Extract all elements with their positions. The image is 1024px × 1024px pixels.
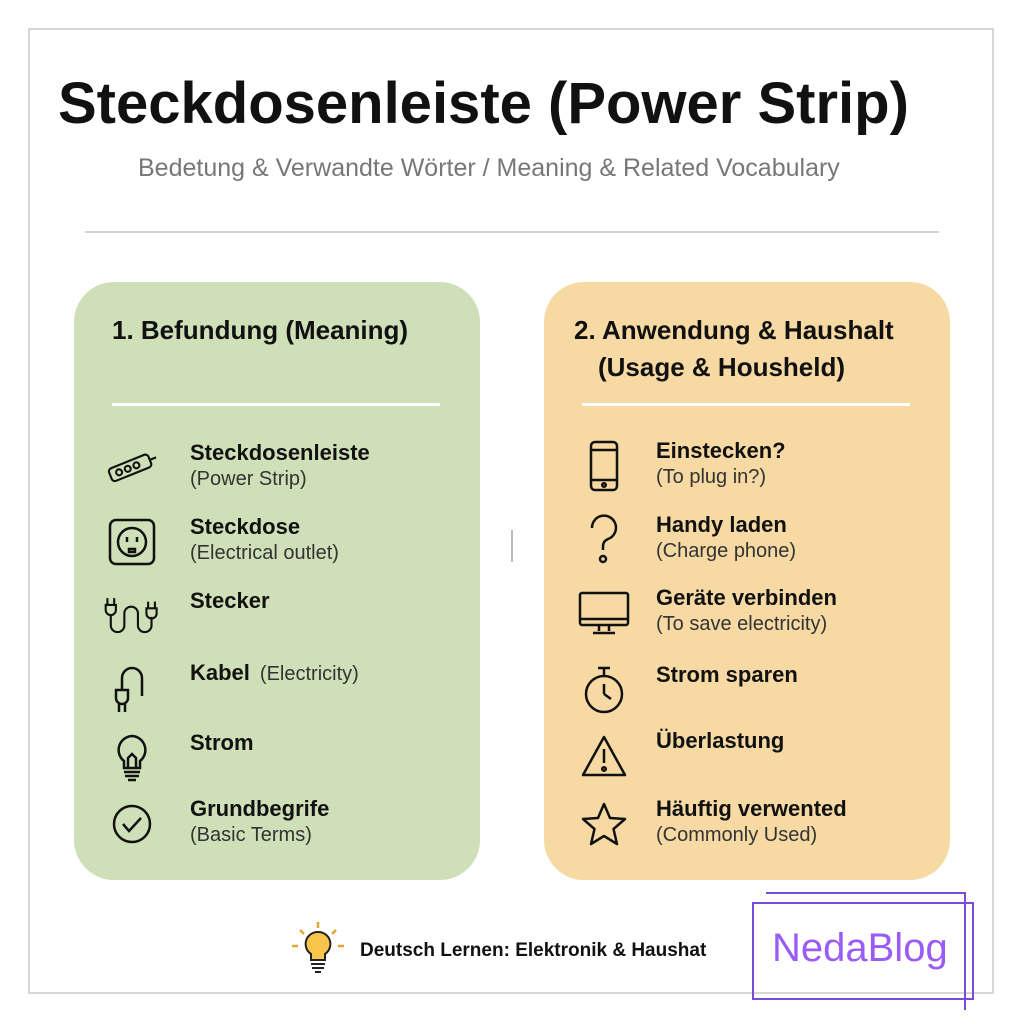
nedablog-logo — [752, 900, 974, 1000]
page-title: Steckdosenleiste (Power Strip) — [58, 71, 909, 136]
star-icon — [576, 796, 632, 852]
item-term — [190, 660, 359, 686]
usage-card-title-line2: (Usage & Housheld) — [598, 352, 846, 382]
page-subtitle: Bedetung & Verwandte Wörter / Meaning & Related Vocabulary — [138, 154, 840, 182]
item-term: Geräte verbinden — [656, 585, 837, 610]
item-term: Einstecken? — [656, 438, 786, 463]
smartphone-icon — [576, 438, 632, 494]
item-term: Strom sparen — [656, 662, 798, 687]
list-item — [74, 660, 480, 720]
item-term: Häuftig verwented — [656, 796, 847, 821]
outlet-icon — [104, 514, 160, 570]
header-divider — [85, 231, 939, 233]
plug-cable-icon — [104, 588, 160, 644]
center-divider-mark — [511, 530, 513, 562]
list-item — [544, 438, 950, 498]
item-translation: (To plug in?) — [656, 466, 767, 488]
warning-icon — [576, 728, 632, 784]
lightbulb-icon — [290, 920, 346, 976]
logo-text: NedaBlog — [772, 926, 948, 970]
list-item — [544, 585, 950, 645]
lightbulb-icon — [104, 730, 160, 786]
item-term: Steckdosenleiste — [190, 440, 370, 465]
usage-card-title — [574, 312, 934, 386]
usage-card — [544, 282, 950, 880]
item-term: Stecker — [190, 588, 270, 613]
check-circle-icon — [104, 796, 160, 852]
item-translation: (Commonly Used) — [656, 824, 818, 846]
usage-card-divider — [582, 403, 910, 406]
list-item — [74, 730, 480, 790]
list-item — [544, 512, 950, 572]
stopwatch-icon — [576, 662, 632, 718]
list-item — [544, 796, 950, 856]
list-item — [74, 514, 480, 574]
usage-card-title-line1: 2. Anwendung & Haushalt — [574, 315, 894, 345]
item-term: Überlastung — [656, 728, 785, 753]
item-term-text: Kabel — [190, 660, 250, 685]
item-term: Strom — [190, 730, 254, 755]
item-translation: (Power Strip) — [190, 468, 307, 490]
item-translation: (To save electricity) — [656, 613, 828, 635]
list-item — [74, 440, 480, 500]
monitor-icon — [576, 585, 632, 641]
cable-icon — [104, 660, 160, 716]
footer-text: Deutsch Lernen: Elektronik & Haushat — [360, 940, 707, 961]
power-strip-icon — [104, 440, 160, 496]
list-item — [74, 796, 480, 856]
meaning-card-title: 1. Befundung (Meaning) — [112, 315, 409, 345]
item-translation: (Electricity) — [259, 663, 359, 685]
item-term: Grundbegrife — [190, 796, 330, 821]
list-item — [544, 728, 950, 788]
item-translation: (Electrical outlet) — [190, 542, 339, 564]
meaning-card — [74, 282, 480, 880]
item-term: Handy laden — [656, 512, 787, 537]
list-item — [74, 588, 480, 648]
meaning-card-divider — [112, 403, 440, 406]
item-translation: (Basic Terms) — [190, 824, 312, 846]
question-mark-icon — [576, 512, 632, 568]
item-translation: (Charge phone) — [656, 540, 797, 562]
list-item — [544, 662, 950, 722]
item-term: Steckdose — [190, 514, 301, 539]
